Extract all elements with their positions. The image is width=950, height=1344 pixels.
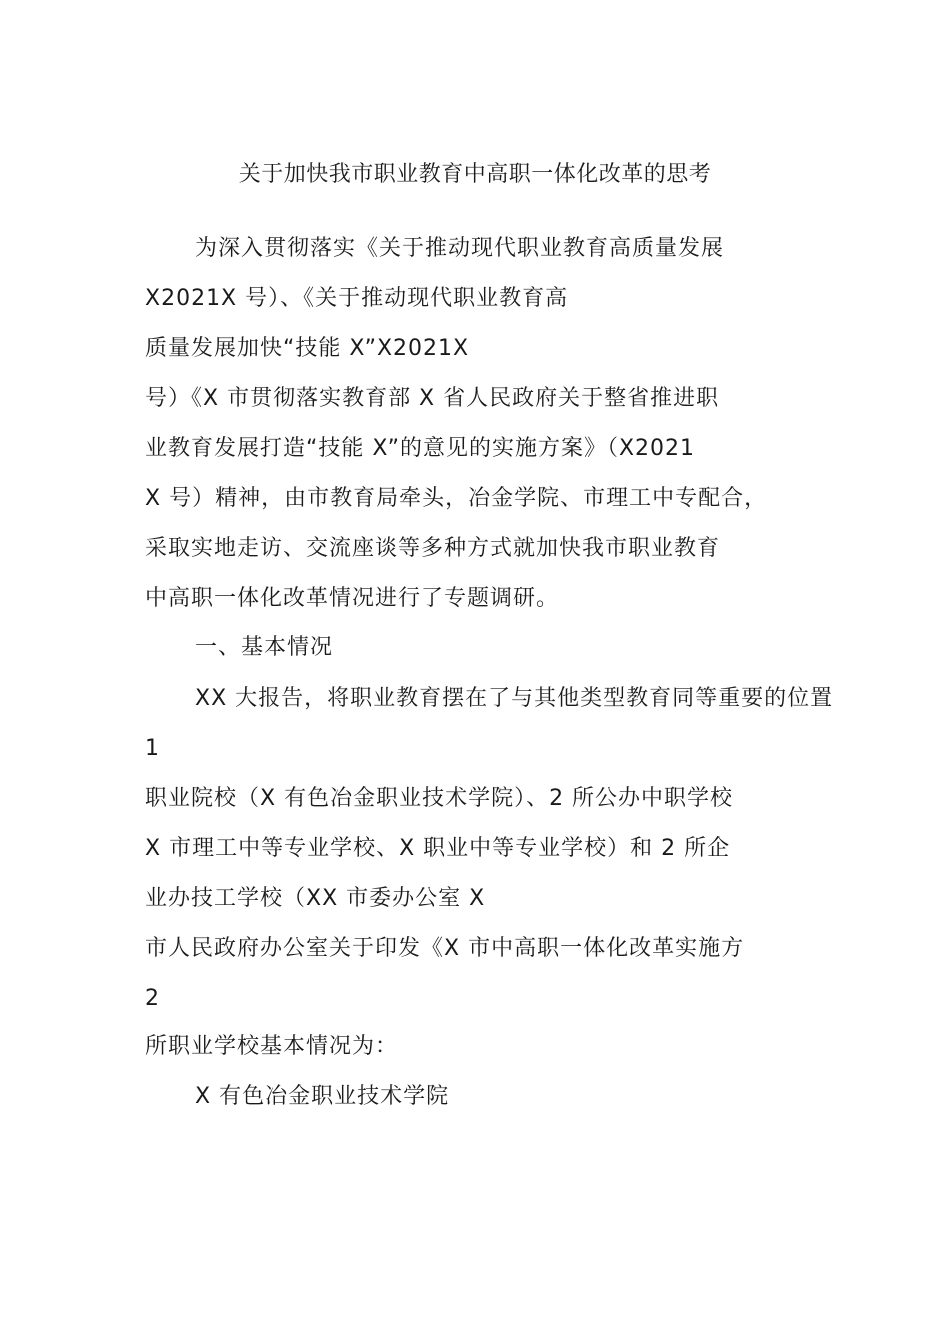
section-heading: 一、基本情况 bbox=[195, 635, 334, 660]
paragraph-line-3: 质量发展加快“技能 X”￼￼￼￼￼￼￼￼￼X￼2021￼X bbox=[145, 336, 470, 361]
paragraph-line-2: ￼￼￼￼￼X￼2021￼X 号）、《关于推动现代职业教育高 bbox=[145, 286, 569, 311]
paragraph-line-8: 中高职一体化改革情况进行了专题调研。 bbox=[145, 586, 560, 611]
paragraph-line-12: 职业院校（X 有色冶金职业技术学院）、2 所公办中职学校 bbox=[145, 786, 734, 811]
document-title: 关于加快我市职业教育中高职一体化改革的思考 bbox=[238, 162, 712, 187]
paragraph-line-4: 号）《X 市贯彻落实教育部 X 省人民政府关于整省推进职 bbox=[145, 386, 720, 411]
paragraph-line-1: 为深入贯彻落实《关于推动现代职业教育高质量发展 bbox=[195, 236, 725, 261]
paragraph-line-5: 业教育发展打造“技能 X”的意见的实施方案》（X￼2021￼ bbox=[145, 436, 696, 461]
paragraph-line-6: X 号）精神，由市教育局牵头，冶金学院、市理工中专配合， bbox=[145, 486, 768, 511]
paragraph-line-17: 所职业学校基本情况为： bbox=[145, 1034, 399, 1059]
paragraph-line-7: 采取实地走访、交流座谈等多种方式就加快我市职业教育 bbox=[145, 536, 721, 561]
paragraph-line-11: ￼￼￼￼￼￼￼￼￼￼￼￼￼￼￼￼￼￼￼￼￼1￼￼￼ bbox=[145, 736, 160, 761]
paragraph-line-15: 市人民政府办公室关于印发《X 市中高职一体化改革实施方 bbox=[145, 936, 745, 961]
subsection-heading: ￼￼￼X 有色冶金职业技术学院 bbox=[195, 1084, 450, 1109]
paragraph-line-13: ￼X 市理工中等专业学校、X 职业中等专业学校）和 2 所企 bbox=[145, 836, 731, 861]
paragraph-line-10: ￼￼XX 大报告，将职业教育摆在了与其他类型教育同等重要的位置 bbox=[195, 686, 834, 711]
paragraph-line-16: ￼￼￼￼￼￼￼￼￼￼￼￼￼￼￼￼￼￼￼￼￼￼￼￼￼2 bbox=[145, 986, 160, 1011]
paragraph-line-14: 业办技工学校（X￼￼￼￼￼￼￼￼￼￼￼￼￼￼￼￼￼￼X 市委办公室 X bbox=[145, 886, 486, 911]
